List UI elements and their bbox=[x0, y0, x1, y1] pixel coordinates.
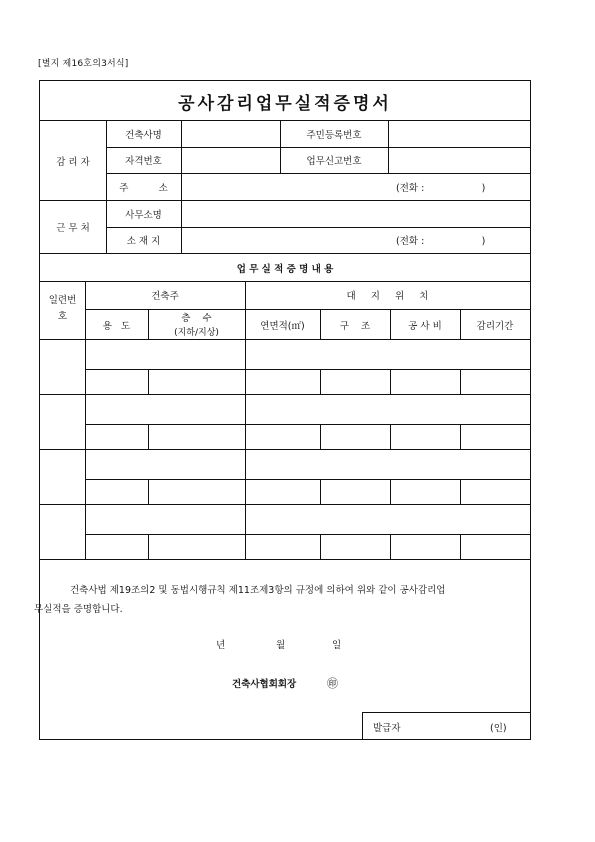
form-reference: [별지 제16호의3서식] bbox=[38, 59, 129, 69]
seal-mark: ㊞ bbox=[327, 677, 338, 690]
business-report-number-label: 업무신고번호 bbox=[306, 156, 362, 167]
column-divider bbox=[460, 534, 461, 559]
structure-header: 구 조 bbox=[339, 321, 371, 332]
record-divider bbox=[85, 369, 530, 370]
column-divider bbox=[320, 424, 321, 449]
license-number-label: 자격번호 bbox=[125, 156, 162, 167]
column-divider bbox=[148, 534, 149, 559]
column-divider bbox=[390, 479, 391, 504]
business-report-number-field[interactable] bbox=[388, 148, 530, 173]
section-divider bbox=[40, 253, 530, 254]
workplace-section-label: 근 무 처 bbox=[56, 223, 90, 234]
issuer-box-top bbox=[362, 712, 530, 713]
column-divider bbox=[390, 369, 391, 394]
column-divider bbox=[390, 534, 391, 559]
supervision-period-header: 감리기간 bbox=[476, 321, 514, 332]
column-divider bbox=[390, 424, 391, 449]
record-divider bbox=[85, 424, 530, 425]
column-divider bbox=[460, 424, 461, 449]
column-divider bbox=[460, 479, 461, 504]
record-divider bbox=[40, 394, 530, 395]
office-name-field[interactable] bbox=[181, 201, 530, 227]
page-title: 공사감리업무실적증명서 bbox=[178, 94, 392, 114]
record-divider bbox=[40, 504, 530, 505]
date-month-label: 월 bbox=[276, 640, 286, 651]
supervisor-phone-label: (전화 : ) bbox=[396, 183, 486, 194]
workplace-phone-label: (전화 : ) bbox=[396, 236, 486, 247]
certification-text bbox=[34, 581, 522, 619]
date-day-label: 일 bbox=[332, 640, 342, 651]
column-divider bbox=[320, 534, 321, 559]
date-year-label: 년 bbox=[216, 640, 226, 651]
architect-name-label: 건축사명 bbox=[125, 130, 162, 141]
resident-number-field[interactable] bbox=[388, 121, 530, 147]
address-field[interactable] bbox=[181, 174, 391, 200]
building-owner-header: 건축주 bbox=[151, 291, 179, 302]
issuer-box-left bbox=[362, 712, 363, 740]
floors-header: 층 수 bbox=[181, 313, 212, 324]
column-divider bbox=[148, 424, 149, 449]
heading-divider bbox=[40, 281, 530, 282]
license-number-field[interactable] bbox=[181, 148, 280, 173]
resident-number-label: 주민등록번호 bbox=[306, 130, 362, 141]
location-label: 소 재 지 bbox=[126, 236, 161, 247]
floors-subheader: (지하/지상) bbox=[174, 328, 219, 338]
column-divider bbox=[320, 369, 321, 394]
issuer-seal-label: (인) bbox=[490, 723, 507, 734]
issuer-title: 건축사협회회장 bbox=[232, 679, 297, 690]
column-divider bbox=[320, 479, 321, 504]
column-divider bbox=[148, 369, 149, 394]
construction-cost-header: 공 사 비 bbox=[408, 321, 442, 332]
record-divider bbox=[85, 479, 530, 480]
site-location-header: 대 지 위 치 bbox=[346, 291, 429, 302]
column-divider bbox=[460, 369, 461, 394]
location-field[interactable] bbox=[181, 228, 391, 253]
floor-area-header: 연면적(㎡) bbox=[260, 321, 305, 332]
address-label: 주 소 bbox=[119, 183, 168, 194]
office-name-label: 사무소명 bbox=[125, 210, 162, 221]
use-header: 용 도 bbox=[102, 321, 131, 332]
column-divider bbox=[245, 339, 246, 559]
supervisor-section-label: 감 리 자 bbox=[56, 157, 90, 168]
record-divider bbox=[85, 534, 530, 535]
issuer-label: 발급자 bbox=[373, 723, 401, 734]
certification-line-2: 무실적을 증명합니다. bbox=[34, 604, 123, 615]
certification-line-1: 건축사법 제19조의2 및 동법시행규칙 제11조제3항의 규정에 의하여 위와 같이 공사감리업 bbox=[70, 585, 446, 596]
column-divider bbox=[148, 479, 149, 504]
table-header-divider bbox=[40, 339, 530, 340]
serial-number-header: 일련번 호 bbox=[48, 295, 77, 322]
details-heading: 업 무 실 적 증 명 내 용 bbox=[236, 264, 334, 275]
record-divider bbox=[40, 449, 530, 450]
architect-name-field[interactable] bbox=[181, 121, 280, 147]
table-bottom bbox=[40, 559, 530, 560]
certificate-form bbox=[34, 80, 531, 740]
